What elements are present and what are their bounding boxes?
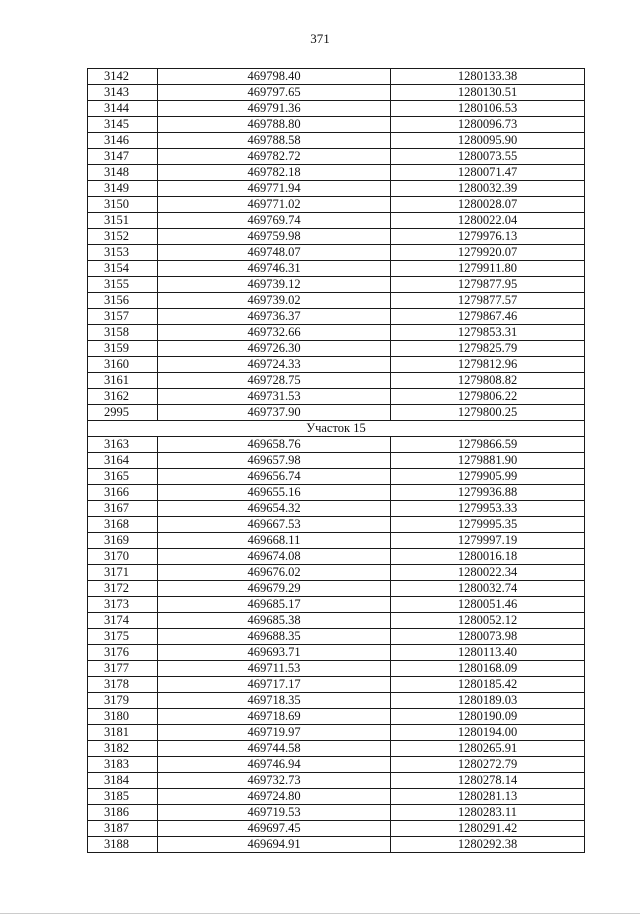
y-coordinate-cell: 1280073.98 bbox=[391, 629, 585, 645]
y-coordinate-cell: 1280022.34 bbox=[391, 565, 585, 581]
table-row bbox=[88, 69, 585, 85]
x-coordinate-cell: 469746.94 bbox=[158, 757, 391, 773]
table-row bbox=[88, 405, 585, 421]
table-row bbox=[88, 485, 585, 501]
point-number-cell: 3142 bbox=[88, 69, 158, 85]
table-row bbox=[88, 165, 585, 181]
x-coordinate-cell: 469679.29 bbox=[158, 581, 391, 597]
y-coordinate-cell: 1279936.88 bbox=[391, 485, 585, 501]
point-number-cell: 3159 bbox=[88, 341, 158, 357]
table-row bbox=[88, 677, 585, 693]
x-coordinate-cell: 469656.74 bbox=[158, 469, 391, 485]
point-number-cell: 3171 bbox=[88, 565, 158, 581]
point-number-cell: 3178 bbox=[88, 677, 158, 693]
table-row bbox=[88, 341, 585, 357]
point-number-cell: 3149 bbox=[88, 181, 158, 197]
table-row bbox=[88, 757, 585, 773]
point-number-cell: 3168 bbox=[88, 517, 158, 533]
x-coordinate-cell: 469717.17 bbox=[158, 677, 391, 693]
y-coordinate-cell: 1280133.38 bbox=[391, 69, 585, 85]
y-coordinate-cell: 1280283.11 bbox=[391, 805, 585, 821]
point-number-cell: 3150 bbox=[88, 197, 158, 213]
x-coordinate-cell: 469759.98 bbox=[158, 229, 391, 245]
x-coordinate-cell: 469771.94 bbox=[158, 181, 391, 197]
point-number-cell: 3147 bbox=[88, 149, 158, 165]
table-row bbox=[88, 565, 585, 581]
table-row bbox=[88, 501, 585, 517]
y-coordinate-cell: 1279825.79 bbox=[391, 341, 585, 357]
x-coordinate-cell: 469718.35 bbox=[158, 693, 391, 709]
x-coordinate-cell: 469732.73 bbox=[158, 773, 391, 789]
x-coordinate-cell: 469674.08 bbox=[158, 549, 391, 565]
x-coordinate-cell: 469694.91 bbox=[158, 837, 391, 853]
x-coordinate-cell: 469685.17 bbox=[158, 597, 391, 613]
table-row bbox=[88, 709, 585, 725]
point-number-cell: 3157 bbox=[88, 309, 158, 325]
x-coordinate-cell: 469658.76 bbox=[158, 437, 391, 453]
y-coordinate-cell: 1280032.74 bbox=[391, 581, 585, 597]
table-row bbox=[88, 821, 585, 837]
table-row bbox=[88, 389, 585, 405]
y-coordinate-cell: 1279920.07 bbox=[391, 245, 585, 261]
x-coordinate-cell: 469668.11 bbox=[158, 533, 391, 549]
table-row bbox=[88, 805, 585, 821]
table-row bbox=[88, 197, 585, 213]
coordinates-table-body bbox=[88, 69, 585, 853]
point-number-cell: 3167 bbox=[88, 501, 158, 517]
x-coordinate-cell: 469771.02 bbox=[158, 197, 391, 213]
y-coordinate-cell: 1279877.95 bbox=[391, 277, 585, 293]
x-coordinate-cell: 469788.80 bbox=[158, 117, 391, 133]
y-coordinate-cell: 1280130.51 bbox=[391, 85, 585, 101]
point-number-cell: 3179 bbox=[88, 693, 158, 709]
table-row bbox=[88, 245, 585, 261]
table-row bbox=[88, 581, 585, 597]
point-number-cell: 3156 bbox=[88, 293, 158, 309]
point-number-cell: 3158 bbox=[88, 325, 158, 341]
table-row bbox=[88, 613, 585, 629]
x-coordinate-cell: 469746.31 bbox=[158, 261, 391, 277]
y-coordinate-cell: 1279806.22 bbox=[391, 389, 585, 405]
y-coordinate-cell: 1280265.91 bbox=[391, 741, 585, 757]
point-number-cell: 3186 bbox=[88, 805, 158, 821]
x-coordinate-cell: 469744.58 bbox=[158, 741, 391, 757]
point-number-cell: 3165 bbox=[88, 469, 158, 485]
point-number-cell: 3185 bbox=[88, 789, 158, 805]
x-coordinate-cell: 469719.53 bbox=[158, 805, 391, 821]
y-coordinate-cell: 1279877.57 bbox=[391, 293, 585, 309]
x-coordinate-cell: 469739.12 bbox=[158, 277, 391, 293]
x-coordinate-cell: 469739.02 bbox=[158, 293, 391, 309]
table-row bbox=[88, 325, 585, 341]
point-number-cell: 3143 bbox=[88, 85, 158, 101]
point-number-cell: 3155 bbox=[88, 277, 158, 293]
point-number-cell: 3184 bbox=[88, 773, 158, 789]
x-coordinate-cell: 469693.71 bbox=[158, 645, 391, 661]
x-coordinate-cell: 469788.58 bbox=[158, 133, 391, 149]
y-coordinate-cell: 1279995.35 bbox=[391, 517, 585, 533]
y-coordinate-cell: 1279853.31 bbox=[391, 325, 585, 341]
x-coordinate-cell: 469736.37 bbox=[158, 309, 391, 325]
y-coordinate-cell: 1279808.82 bbox=[391, 373, 585, 389]
y-coordinate-cell: 1280022.04 bbox=[391, 213, 585, 229]
table-row bbox=[88, 437, 585, 453]
x-coordinate-cell: 469711.53 bbox=[158, 661, 391, 677]
table-row bbox=[88, 837, 585, 853]
table-row bbox=[88, 517, 585, 533]
x-coordinate-cell: 469731.53 bbox=[158, 389, 391, 405]
x-coordinate-cell: 469724.80 bbox=[158, 789, 391, 805]
x-coordinate-cell: 469726.30 bbox=[158, 341, 391, 357]
x-coordinate-cell: 469782.72 bbox=[158, 149, 391, 165]
table-row bbox=[88, 117, 585, 133]
point-number-cell: 3181 bbox=[88, 725, 158, 741]
x-coordinate-cell: 469737.90 bbox=[158, 405, 391, 421]
x-coordinate-cell: 469769.74 bbox=[158, 213, 391, 229]
table-row bbox=[88, 213, 585, 229]
x-coordinate-cell: 469728.75 bbox=[158, 373, 391, 389]
y-coordinate-cell: 1279905.99 bbox=[391, 469, 585, 485]
table-row bbox=[88, 181, 585, 197]
point-number-cell: 3144 bbox=[88, 101, 158, 117]
y-coordinate-cell: 1280292.38 bbox=[391, 837, 585, 853]
y-coordinate-cell: 1280106.53 bbox=[391, 101, 585, 117]
x-coordinate-cell: 469667.53 bbox=[158, 517, 391, 533]
table-row bbox=[88, 373, 585, 389]
point-number-cell: 3152 bbox=[88, 229, 158, 245]
table-row bbox=[88, 149, 585, 165]
point-number-cell: 3177 bbox=[88, 661, 158, 677]
y-coordinate-cell: 1280051.46 bbox=[391, 597, 585, 613]
y-coordinate-cell: 1280052.12 bbox=[391, 613, 585, 629]
y-coordinate-cell: 1280190.09 bbox=[391, 709, 585, 725]
y-coordinate-cell: 1279800.25 bbox=[391, 405, 585, 421]
point-number-cell: 3145 bbox=[88, 117, 158, 133]
table-row bbox=[88, 357, 585, 373]
table-row bbox=[88, 277, 585, 293]
table-row bbox=[88, 693, 585, 709]
y-coordinate-cell: 1280168.09 bbox=[391, 661, 585, 677]
point-number-cell: 3187 bbox=[88, 821, 158, 837]
point-number-cell: 3148 bbox=[88, 165, 158, 181]
x-coordinate-cell: 469791.36 bbox=[158, 101, 391, 117]
table-row bbox=[88, 261, 585, 277]
section-row bbox=[88, 421, 585, 437]
y-coordinate-cell: 1279911.80 bbox=[391, 261, 585, 277]
y-coordinate-cell: 1280032.39 bbox=[391, 181, 585, 197]
table-row bbox=[88, 629, 585, 645]
table-row bbox=[88, 725, 585, 741]
y-coordinate-cell: 1280278.14 bbox=[391, 773, 585, 789]
point-number-cell: 3169 bbox=[88, 533, 158, 549]
y-coordinate-cell: 1279867.46 bbox=[391, 309, 585, 325]
x-coordinate-cell: 469654.32 bbox=[158, 501, 391, 517]
table-row bbox=[88, 85, 585, 101]
point-number-cell: 3163 bbox=[88, 437, 158, 453]
y-coordinate-cell: 1280291.42 bbox=[391, 821, 585, 837]
y-coordinate-cell: 1280281.13 bbox=[391, 789, 585, 805]
point-number-cell: 3176 bbox=[88, 645, 158, 661]
y-coordinate-cell: 1279812.96 bbox=[391, 357, 585, 373]
y-coordinate-cell: 1279976.13 bbox=[391, 229, 585, 245]
table-row bbox=[88, 229, 585, 245]
y-coordinate-cell: 1280073.55 bbox=[391, 149, 585, 165]
point-number-cell: 3175 bbox=[88, 629, 158, 645]
coordinates-table bbox=[87, 68, 585, 853]
y-coordinate-cell: 1280016.18 bbox=[391, 549, 585, 565]
x-coordinate-cell: 469676.02 bbox=[158, 565, 391, 581]
table-row bbox=[88, 453, 585, 469]
section-label: Участок 15 bbox=[88, 421, 585, 437]
point-number-cell: 3173 bbox=[88, 597, 158, 613]
point-number-cell: 3166 bbox=[88, 485, 158, 501]
x-coordinate-cell: 469688.35 bbox=[158, 629, 391, 645]
table-row bbox=[88, 309, 585, 325]
y-coordinate-cell: 1280071.47 bbox=[391, 165, 585, 181]
page-number: 371 bbox=[310, 31, 330, 46]
point-number-cell: 3170 bbox=[88, 549, 158, 565]
y-coordinate-cell: 1280095.90 bbox=[391, 133, 585, 149]
table-row bbox=[88, 133, 585, 149]
x-coordinate-cell: 469655.16 bbox=[158, 485, 391, 501]
x-coordinate-cell: 469797.65 bbox=[158, 85, 391, 101]
table-row bbox=[88, 773, 585, 789]
page-edge-line bbox=[0, 913, 640, 914]
point-number-cell: 3174 bbox=[88, 613, 158, 629]
point-number-cell: 3153 bbox=[88, 245, 158, 261]
point-number-cell: 3172 bbox=[88, 581, 158, 597]
point-number-cell: 2995 bbox=[88, 405, 158, 421]
table-row bbox=[88, 101, 585, 117]
point-number-cell: 3162 bbox=[88, 389, 158, 405]
table-row bbox=[88, 645, 585, 661]
table-row bbox=[88, 293, 585, 309]
point-number-cell: 3146 bbox=[88, 133, 158, 149]
point-number-cell: 3182 bbox=[88, 741, 158, 757]
y-coordinate-cell: 1280185.42 bbox=[391, 677, 585, 693]
x-coordinate-cell: 469657.98 bbox=[158, 453, 391, 469]
y-coordinate-cell: 1279997.19 bbox=[391, 533, 585, 549]
point-number-cell: 3161 bbox=[88, 373, 158, 389]
y-coordinate-cell: 1279866.59 bbox=[391, 437, 585, 453]
table-row bbox=[88, 661, 585, 677]
y-coordinate-cell: 1280113.40 bbox=[391, 645, 585, 661]
x-coordinate-cell: 469724.33 bbox=[158, 357, 391, 373]
y-coordinate-cell: 1280189.03 bbox=[391, 693, 585, 709]
x-coordinate-cell: 469782.18 bbox=[158, 165, 391, 181]
y-coordinate-cell: 1280096.73 bbox=[391, 117, 585, 133]
x-coordinate-cell: 469798.40 bbox=[158, 69, 391, 85]
point-number-cell: 3183 bbox=[88, 757, 158, 773]
point-number-cell: 3188 bbox=[88, 837, 158, 853]
x-coordinate-cell: 469748.07 bbox=[158, 245, 391, 261]
point-number-cell: 3151 bbox=[88, 213, 158, 229]
x-coordinate-cell: 469697.45 bbox=[158, 821, 391, 837]
table-row bbox=[88, 789, 585, 805]
y-coordinate-cell: 1280194.00 bbox=[391, 725, 585, 741]
table-row bbox=[88, 741, 585, 757]
y-coordinate-cell: 1280028.07 bbox=[391, 197, 585, 213]
y-coordinate-cell: 1279881.90 bbox=[391, 453, 585, 469]
table-row bbox=[88, 549, 585, 565]
y-coordinate-cell: 1279953.33 bbox=[391, 501, 585, 517]
x-coordinate-cell: 469718.69 bbox=[158, 709, 391, 725]
x-coordinate-cell: 469719.97 bbox=[158, 725, 391, 741]
table-row bbox=[88, 469, 585, 485]
y-coordinate-cell: 1280272.79 bbox=[391, 757, 585, 773]
x-coordinate-cell: 469685.38 bbox=[158, 613, 391, 629]
point-number-cell: 3160 bbox=[88, 357, 158, 373]
x-coordinate-cell: 469732.66 bbox=[158, 325, 391, 341]
point-number-cell: 3180 bbox=[88, 709, 158, 725]
point-number-cell: 3164 bbox=[88, 453, 158, 469]
table-row bbox=[88, 533, 585, 549]
table-row bbox=[88, 597, 585, 613]
point-number-cell: 3154 bbox=[88, 261, 158, 277]
